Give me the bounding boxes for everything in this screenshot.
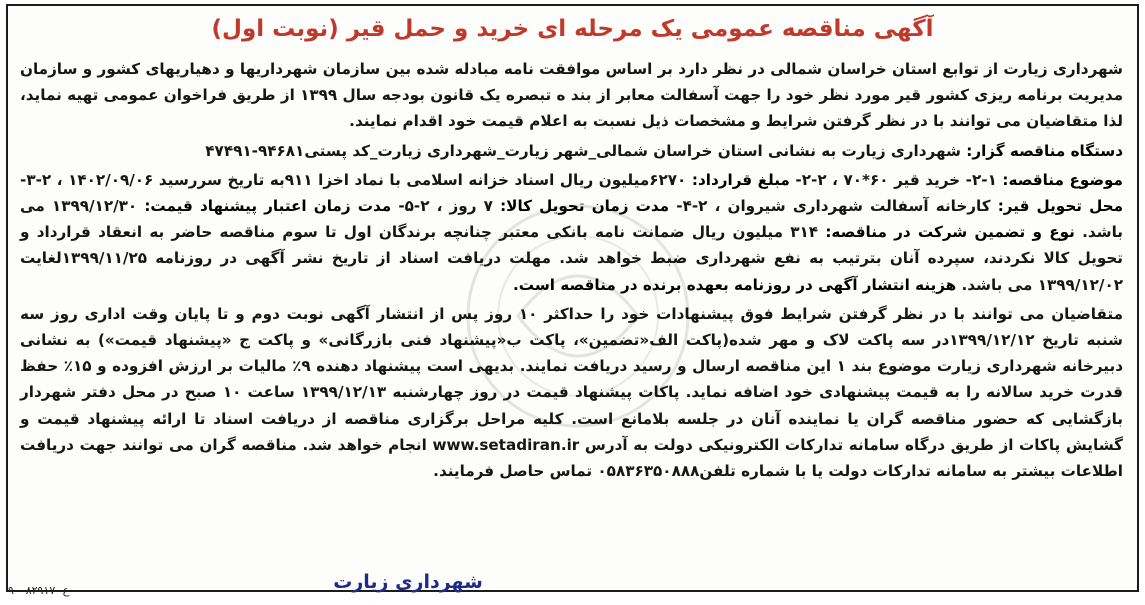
organizer-text: شهرداری زیارت به نشانی استان خراسان شمالی_شهر زیارت_شهرداری زیارت_کد پستی۹۴۶۸۱-۴۷۴۹۱ bbox=[205, 141, 961, 160]
signature: شهرداری زیارت bbox=[333, 571, 483, 593]
notice-title: آگهی مناقصه عمومی یک مرحله ای خرید و حمل قیر (نوبت اول) bbox=[211, 16, 934, 42]
contract-amount-text: ۶۲۷۰میلیون ریال اسناد خزانه اسلامی با نماد اخزا ۹۱۱به تاریخ سررسید ۱۴۰۲/۰۹/۰۶ ، ۲-۳- bbox=[20, 170, 687, 189]
guarantee-text: ۳۱۴ میلیون ریال ضمانت نامه بانکی معتبر چنانچه برندگان اول تا سوم مناقصه حاضر به انعقاد قرارداد و تحویل کالا نکردند، سپرده آنان بترتیب به نفع شهرداری ضبط خواهد شد. مهلت دریافت اسناد از تاریخ نشر آگهی در روزنامه ۱۳۹۹/۱۱/۲۵لغایت ۱۳۹۹/۱۲/۰۲ می باشد. bbox=[20, 223, 1123, 294]
cost-note: هزینه انتشار آگهی در روزنامه بعهده برنده در مناقصه است. bbox=[513, 275, 957, 294]
delivery-time-label: مدت زمان تحویل کالا: bbox=[500, 197, 670, 216]
organizer-paragraph bbox=[20, 138, 1123, 164]
subject-item-1: ۱-۲- خرید قیر ۶۰*۷۰ ، ۲-۲- bbox=[795, 170, 997, 189]
side-code: ۹۰۰۸۲۹۱۷ -ع bbox=[8, 584, 70, 597]
notice-body bbox=[20, 56, 1123, 487]
delivery-place-label: محل تحویل قیر: bbox=[997, 197, 1124, 216]
organizer-label: دستگاه مناقصه گزار: bbox=[966, 141, 1123, 160]
validity-text: ۱۳۹۹/۱۲/۳۰ می باشد. bbox=[20, 197, 1123, 242]
applicants-paragraph: متقاضیان می توانند با در نظر گرفتن شرایط فوق پیشنهادات خود را حداکثر ۱۰ روز پس از انتشار آگهی نوبت دوم و تا پایان وقت اداری روز سه شنبه تاریخ ۱۳۹۹/۱۲/۱۲در سه پاکت لاک و مهر شده(پاکت الف«تضمین»، پاکت ب«پیشنهاد فنی بازرگانی» و پاکت ج «پیشنهاد قیمت») به نشانی دبیرخانه شهرداری زیارت موضوع بند ۱ این مناقصه ارسال و رسید دریافت نمایند. بدیهی است پیشنهاد دهنده ۹٪ مالیات بر ارزش افزوده و ۱۵٪ حفظ قدرت خرید سالانه را به قیمت پیشنهادی خود اضافه نماید. پاکات پیشنهاد قیمت در روز چهارشنبه ۱۳۹۹/۱۲/۱۳ ساعت ۱۰ صبح در محل دفتر شهردار بازگشایی که حضور مناقصه گران یا نماینده آنان در جلسه بلامانع است. کلیه مراحل برگزاری مناقصه از دریافت اسناد تا ارائه پیشنهاد قیمت و گشایش پاکات از طریق درگاه سامانه تدارکات الکترونیکی دولت به آدرس www.setadiran.ir انجام خواهد شد. مناقصه گران می توانند جهت دریافت اطلاعات بیشتر به سامانه تدارکات دولت یا با شماره تلفن۰۵۸۳۶۳۵۰۸۸۸ تماس حاصل فرمایند. bbox=[20, 304, 1123, 481]
guarantee-label: نوع و تضمین شرکت در مناقصه: bbox=[825, 223, 1075, 242]
subject-label: موضوع مناقصه: bbox=[1002, 170, 1123, 189]
contract-amount-label: مبلغ قرارداد: bbox=[691, 170, 790, 189]
subject-paragraph bbox=[20, 167, 1123, 298]
tender-notice bbox=[6, 4, 1139, 592]
validity-label: مدت زمان اعتبار پیشنهاد قیمت: bbox=[144, 197, 392, 216]
delivery-time-text: ۷ روز ، ۲-۵- bbox=[398, 197, 493, 216]
intro-paragraph: شهرداری زیارت از توابع استان خراسان شمالی در نظر دارد بر اساس موافقت نامه مبادله شده بین سازمان شهرداریها و دهیاریهای کشور و سازمان مدیریت برنامه ریزی کشور قیر مورد نظر خود را جهت آسفالت معابر از بند ه تبصره یک قانون بودجه سال ۱۳۹۹ از طریق فراخوان عمومی تهیه نماید، لذا متقاضیان می توانند با در نظر گرفتن شرایط و مشخصات ذیل نسبت به اعلام قیمت خود اقدام نمایند. bbox=[20, 60, 1124, 131]
delivery-place-text: کارخانه آسفالت شهرداری شیروان ، ۲-۴- bbox=[676, 197, 991, 216]
